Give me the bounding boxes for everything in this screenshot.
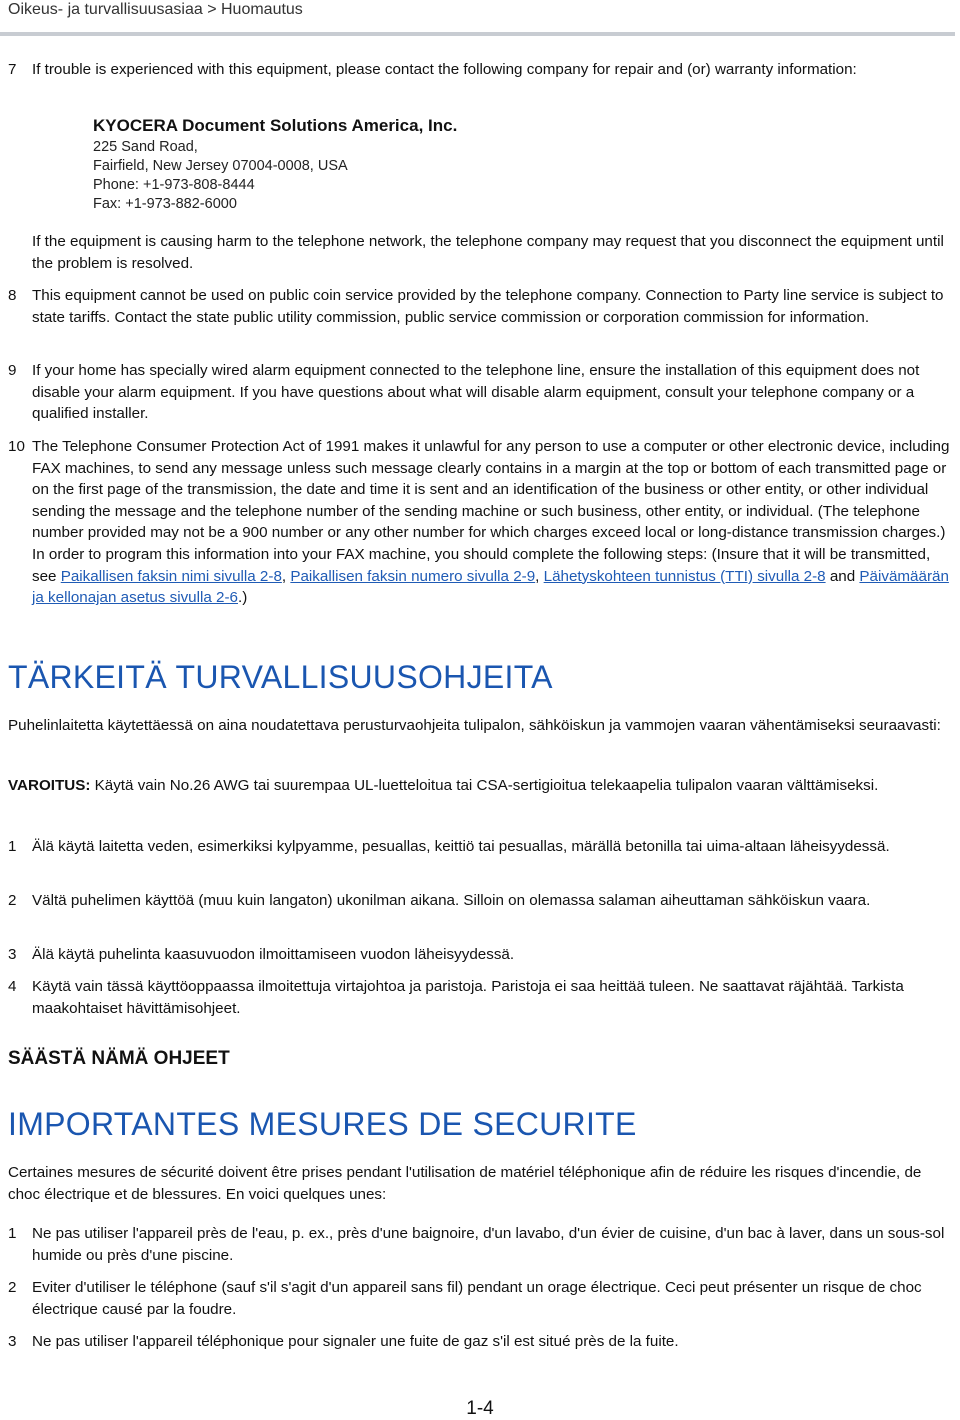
item-text: Älä käytä puhelinta kaasuvuodon ilmoittamiseen vuodon läheisyydessä.: [32, 946, 515, 963]
item-number: 9: [8, 362, 17, 379]
item-text: This equipment cannot be used on public coin service provided by the telephone company. Connection to Party line service is subject to state tariffs. Contact the state public utility commission, public service commission or corporation commission for information.: [32, 287, 944, 326]
header-divider: [0, 32, 955, 36]
warning-text: Käytä vain No.26 AWG tai suurempaa UL-luetteloitua tai CSA-sertigioitua telekaapelia tulipalon vaaran välttämiseksi.: [94, 777, 879, 794]
item-number: 10: [8, 438, 25, 455]
separator: and: [829, 567, 856, 585]
item-number: 1: [8, 1225, 17, 1242]
item-text: Vältä puhelimen käyttöä (muu kuin langaton) ukonilman aikana. Silloin on olemassa salaman aiheuttaman sähköiskun vaara.: [32, 892, 871, 909]
item-text: If your home has specially wired alarm equipment connected to the telephone line, ensure the installation of this equipment does not disable your alarm equipment. If you have questions about what will disable alarm equipment, consult your telephone company or a qualified installer.: [32, 362, 920, 423]
item-text: Ne pas utiliser l'appareil près de l'eau, p. ex., près d'une baignoire, d'un lavabo, d'un évier de cuisine, d'un bac à laver, dans un sous-sol humide ou près d'une piscine.: [32, 1225, 945, 1264]
item-number: 3: [8, 946, 17, 963]
save-instructions-heading: SÄÄSTÄ NÄMÄ OHJEET: [8, 1048, 230, 1069]
item-text: The Telephone Consumer Protection Act of 1991 makes it unlawful for any person to use a computer or other electronic device, including FAX machines, to send any message unless such message clearly contains in a margin at the top or bottom of each transmitted page or on the first page of the transmission, the date and time it is sent and an identification of the business or other entity, or other individual sending the message and the telephone number of the sending machine or such business, other entity, or individual. (The telephone number provided may not be a 900 number or any other number for which charges exceed local or long-distance transmission charges.): [32, 438, 950, 542]
program-instructions: [32, 544, 950, 609]
company-phone: Phone: +1-973-808-8444: [93, 177, 255, 193]
warning-fi: [8, 775, 950, 797]
warning-label: VAROITUS:: [8, 777, 91, 794]
section-title-fr: IMPORTANTES MESURES DE SECURITE: [8, 1106, 637, 1142]
item-number: 1: [8, 838, 17, 855]
separator: .): [238, 589, 248, 607]
item-text: If trouble is experienced with this equipment, please contact the following company for repair and (or) warranty information:: [32, 61, 857, 78]
item-text: Käytä vain tässä käyttöoppaassa ilmoitettuja virtajohtoa ja paristoja. Paristoja ei saa heittää tuleen. Ne saattavat räjähtää. Tarkista maakohtaiset hävittämisohjeet.: [32, 978, 904, 1017]
company-fax: Fax: +1-973-882-6000: [93, 196, 237, 212]
item-number: 8: [8, 287, 17, 304]
item-number: 2: [8, 1279, 17, 1296]
item-text: Eviter d'utiliser le téléphone (sauf s'il s'agit d'un appareil sans fil) pendant un orage électrique. Ceci peut présenter un risque de choc électrique causé par la foudre.: [32, 1279, 922, 1318]
company-address-city: Fairfield, New Jersey 07004-0008, USA: [93, 158, 348, 174]
intro-fi: Puhelinlaitetta käytettäessä on aina noudatettava perusturvaohjeita tulipalon, sähköiskun ja vammojen vaaran vähentämiseksi seuraavasti:: [8, 717, 941, 734]
item-text: Älä käytä laitetta veden, esimerkiksi kylpyamme, pesuallas, keittiö tai pesuallas, märällä betonilla tai uima-altaan läheisyydessä.: [32, 838, 890, 855]
item-number: 7: [8, 61, 17, 78]
section-title-fi: TÄRKEITÄ TURVALLISUUSOHJEITA: [8, 659, 553, 695]
company-address-street: 225 Sand Road,: [93, 139, 198, 155]
separator: ,: [281, 567, 287, 585]
page-number: 1-4: [466, 1398, 494, 1419]
separator: ,: [535, 567, 540, 585]
item-number: 3: [8, 1333, 17, 1350]
link-date-time[interactable]: Päivämäärän ja kellonajan asetus sivulla 2-6: [32, 567, 949, 607]
link-local-fax-name[interactable]: Paikallisen faksin nimi sivulla 2-8: [60, 567, 282, 585]
item-text: Ne pas utiliser l'appareil téléphonique pour signaler une fuite de gaz s'il est situé près de la fuite.: [32, 1333, 679, 1350]
company-name: KYOCERA Document Solutions America, Inc.: [93, 116, 458, 135]
item-number: 2: [8, 892, 17, 909]
link-local-fax-number[interactable]: Paikallisen faksin numero sivulla 2-9: [290, 567, 536, 585]
harm-paragraph: If the equipment is causing harm to the telephone network, the telephone company may request that you disconnect the equipment until the problem is resolved.: [32, 233, 944, 272]
item-number: 4: [8, 978, 17, 995]
intro-fr: Certaines mesures de sécurité doivent être prises pendant l'utilisation de matériel téléphonique afin de réduire les risques d'incendie, de choc électrique et de blessures. En voici quelques unes:: [8, 1164, 922, 1203]
link-tti[interactable]: Lähetyskohteen tunnistus (TTI) sivulla 2-8: [543, 567, 826, 585]
item-text-block: [32, 436, 950, 609]
breadcrumb: Oikeus- ja turvallisuusasiaa > Huomautus: [8, 1, 303, 18]
program-intro: In order to program this information into your FAX machine, you should complete the following steps: (Insure that it will be transmitted, see: [32, 545, 931, 585]
